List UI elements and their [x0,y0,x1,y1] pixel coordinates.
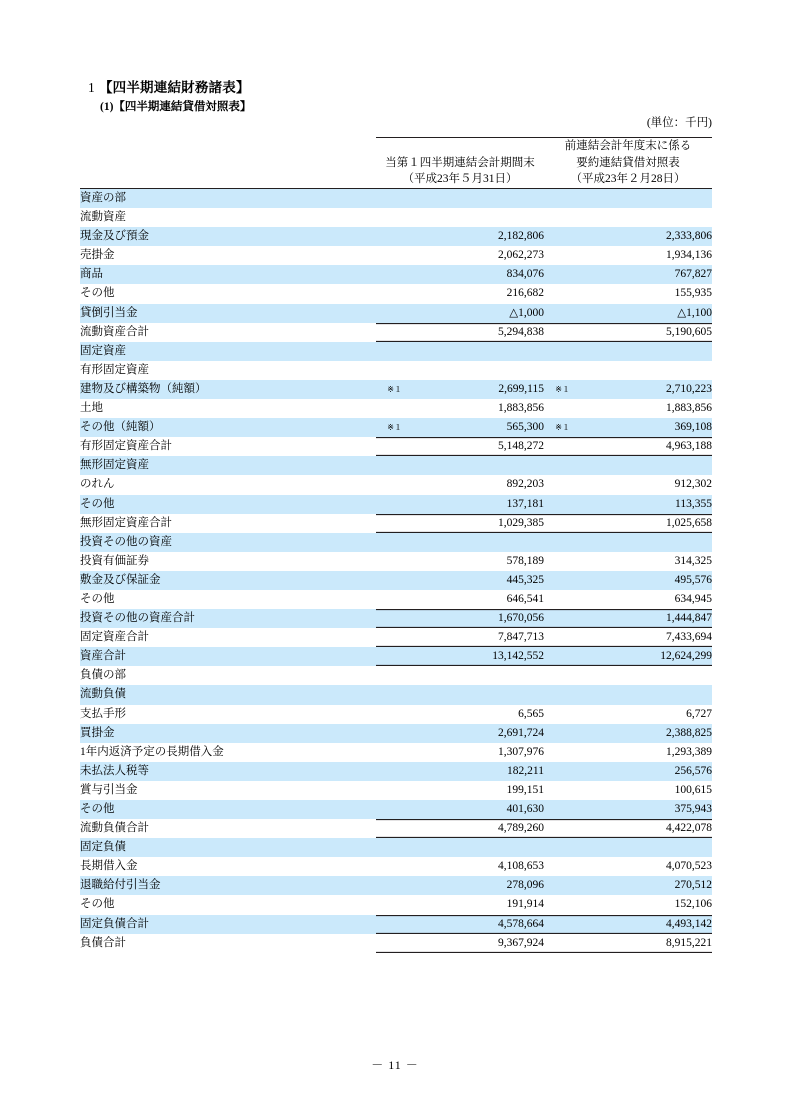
row-value-current: 1,883,856 [498,402,544,415]
unit-note: (単位：千円) [646,117,712,129]
row-value-current: 1,670,056 [402,609,544,628]
row-label: のれん [80,478,115,491]
table-row [80,475,712,494]
table-row [80,227,712,246]
row-value-previous: 1,025,658 [570,514,712,533]
page-headings [88,80,251,114]
row-note-marker-current [376,876,402,895]
table-row [80,895,712,914]
column-header-previous-line1: 前連結会計年度末に係る [564,140,692,152]
row-value-previous: 256,576 [570,762,712,781]
row-value-previous: 4,963,188 [570,437,712,456]
row-note-marker-previous [544,265,570,284]
row-label: 支払手形 [80,707,126,720]
row-value-previous: 2,333,806 [570,227,712,246]
row-value-previous: 314,325 [674,554,712,567]
row-note-marker-current [376,666,402,685]
row-label: 流動資産 [80,211,126,224]
column-header-previous [544,138,712,189]
row-label: 固定負債 [80,838,376,857]
table-row [80,456,712,475]
row-label: その他 [80,800,376,819]
row-value-previous: 1,883,856 [666,402,712,415]
row-value-previous: 8,915,221 [570,934,712,953]
table-row [80,533,712,552]
row-value-current: 1,029,385 [402,514,544,533]
header-label-blank [80,138,376,189]
table-row [80,762,712,781]
row-value-previous: 4,070,523 [666,860,712,873]
row-note-marker-previous [544,819,570,838]
row-value-current: 401,630 [402,800,544,819]
heading-number: 1 [88,80,95,95]
row-label: 無形固定資産合計 [80,516,172,529]
row-note-marker-previous [544,915,570,934]
row-value-current: 2,691,724 [402,724,544,743]
row-note-marker-previous [544,705,570,724]
row-note-marker-current [376,628,402,647]
row-value-current: 278,096 [402,876,544,895]
row-label: 1年内返済予定の長期借入金 [80,745,224,758]
row-value-current: 9,367,924 [402,934,544,953]
table-row [80,437,712,456]
row-value-previous [570,533,712,552]
row-value-previous: 4,493,142 [570,915,712,934]
row-label: その他 [80,898,115,911]
row-value-previous: 7,433,694 [570,628,712,647]
row-label: 現金及び預金 [80,227,376,246]
row-value-previous: 152,106 [674,898,712,911]
row-value-current: 137,181 [402,495,544,514]
table-row [80,552,712,571]
row-value-current: 578,189 [506,554,544,567]
row-note-marker-previous [544,342,570,361]
row-label: 長期借入金 [80,860,138,873]
row-note-marker-current [376,647,402,666]
row-value-current [402,189,544,209]
row-value-current: 5,148,272 [402,437,544,456]
row-label: 負債合計 [80,936,126,949]
row-value-current: 4,578,664 [402,915,544,934]
row-note-marker-current [376,475,402,494]
row-note-marker-previous [544,934,570,953]
row-value-current: 2,699,115 [402,380,544,399]
heading-sub: (1)【四半期連結貸借対照表】 [100,100,252,113]
row-note-marker-previous [544,456,570,475]
row-value-previous [570,685,712,704]
row-note-marker-current [376,895,402,914]
row-value-previous [570,189,712,209]
heading-main [88,80,251,97]
row-note-marker-current [376,743,402,762]
row-note-marker-current [376,437,402,456]
row-label: その他 [80,592,115,605]
row-value-current [402,456,544,475]
row-value-current [402,685,544,704]
table-row [80,800,712,819]
row-value-previous: 5,190,605 [570,323,712,342]
table-row [80,743,712,762]
row-note-marker-current [376,934,402,953]
row-value-previous: 270,512 [570,876,712,895]
heading-main-text: 【四半期連結財務諸表】 [98,80,250,95]
row-note-marker-previous [544,895,570,914]
row-note-marker-current: ※１ [376,418,402,437]
row-note-marker-previous [544,475,570,494]
row-label: 投資その他の資産 [80,533,376,552]
row-value-previous: 495,576 [570,571,712,590]
row-note-marker-current: ※１ [376,380,402,399]
row-value-previous: 4,422,078 [570,819,712,838]
row-value-previous: 100,615 [674,783,712,796]
row-value-previous [570,456,712,475]
row-value-current: 4,789,260 [402,819,544,838]
table-row [80,418,712,437]
row-value-previous: 1,293,389 [666,745,712,758]
table-row [80,705,712,724]
table-row [80,571,712,590]
row-note-marker-current [376,590,402,609]
row-note-marker-current [376,342,402,361]
row-label: 流動資産合計 [80,325,149,338]
table-row [80,361,712,380]
column-header-current [376,138,544,189]
row-value-previous: 375,943 [570,800,712,819]
row-value-current: 1,307,976 [498,745,544,758]
row-label: 有形固定資産合計 [80,440,172,453]
balance-sheet-table [80,137,712,953]
table-row [80,628,712,647]
row-note-marker-previous [544,876,570,895]
row-value-previous: 2,710,223 [570,380,712,399]
row-label: 賞与引当金 [80,783,138,796]
row-note-marker-previous [544,762,570,781]
row-note-marker-previous [544,323,570,342]
row-note-marker-previous [544,685,570,704]
row-value-previous: 1,444,847 [570,609,712,628]
row-label: 未払法人税等 [80,762,376,781]
row-note-marker-previous [544,227,570,246]
row-note-marker-current [376,495,402,514]
row-value-current: 445,325 [402,571,544,590]
table-row [80,265,712,284]
row-label: 買掛金 [80,724,376,743]
table-row [80,819,712,838]
row-note-marker-previous [544,399,570,418]
row-note-marker-current [376,571,402,590]
row-note-marker-previous [544,800,570,819]
row-note-marker-previous [544,781,570,800]
row-note-marker-previous [544,571,570,590]
row-value-current: 191,914 [506,898,544,911]
table-row [80,934,712,953]
row-value-current: 565,300 [402,418,544,437]
row-note-marker-current [376,800,402,819]
row-value-previous: 2,388,825 [570,724,712,743]
row-note-marker-previous [544,552,570,571]
row-value-current: 2,182,806 [402,227,544,246]
table-row [80,284,712,303]
column-header-previous-line2: 要約連結貸借対照表 [576,156,680,169]
row-value-current: 199,151 [506,783,544,796]
row-label: その他 [80,495,376,514]
table-row [80,609,712,628]
row-note-marker-current [376,838,402,857]
row-note-marker-current [376,857,402,876]
row-value-current: 5,294,838 [402,323,544,342]
row-note-marker-current [376,762,402,781]
table-header [80,138,712,189]
row-note-marker-current [376,915,402,934]
row-label: 貸倒引当金 [80,304,376,323]
table-row [80,590,712,609]
row-value-previous: 6,727 [686,707,712,720]
row-label: 固定負債合計 [80,915,376,934]
row-note-marker-current [376,705,402,724]
row-note-marker-current [376,304,402,323]
row-value-previous [570,361,712,380]
table-row [80,685,712,704]
row-label: 敷金及び保証金 [80,571,376,590]
column-header-current-line2: 当第１四半期連結会計期間末 [385,156,535,169]
column-header-current-line3: （平成23年５月31日） [402,173,518,186]
table-row [80,304,712,323]
row-note-marker-current [376,361,402,380]
row-value-current [402,838,544,857]
row-value-current: 6,565 [518,707,544,720]
row-note-marker-current [376,208,402,227]
row-value-current [402,666,544,685]
row-value-previous: 113,355 [570,495,712,514]
row-note-marker-previous [544,514,570,533]
row-label: 固定資産 [80,342,376,361]
row-note-marker-current [376,456,402,475]
row-note-marker-previous [544,361,570,380]
row-note-marker-previous: ※１ [544,418,570,437]
row-value-current [402,208,544,227]
row-value-current: 182,211 [402,762,544,781]
row-value-current: 13,142,552 [402,647,544,666]
row-value-previous: 912,302 [674,478,712,491]
row-note-marker-previous [544,647,570,666]
row-note-marker-current [376,609,402,628]
row-note-marker-current [376,685,402,704]
row-value-previous: 767,827 [570,265,712,284]
table-row [80,514,712,533]
row-note-marker-current [376,189,402,209]
row-value-current: 7,847,713 [402,628,544,647]
row-note-marker-previous [544,533,570,552]
row-value-previous: 1,934,136 [666,249,712,262]
row-note-marker-current [376,265,402,284]
row-label: 商品 [80,265,376,284]
row-value-previous: 155,935 [674,287,712,300]
table-row [80,189,712,209]
row-note-marker-previous [544,609,570,628]
row-note-marker-previous: ※１ [544,380,570,399]
row-value-previous: 369,108 [570,418,712,437]
row-label: 退職給付引当金 [80,876,376,895]
table-row [80,208,712,227]
table-row [80,666,712,685]
table-row [80,915,712,934]
row-note-marker-current [376,533,402,552]
row-note-marker-current [376,246,402,265]
table-row [80,342,712,361]
row-note-marker-current [376,284,402,303]
table-row [80,647,712,666]
row-note-marker-current [376,819,402,838]
row-value-current [402,342,544,361]
table-row [80,838,712,857]
row-value-current: 4,108,653 [498,860,544,873]
row-label: 有形固定資産 [80,363,149,376]
row-value-current: △1,000 [402,304,544,323]
row-note-marker-previous [544,284,570,303]
row-note-marker-current [376,514,402,533]
row-value-previous [570,666,712,685]
row-note-marker-current [376,724,402,743]
row-value-current: 646,541 [506,592,544,605]
row-value-previous: 12,624,299 [570,647,712,666]
row-note-marker-current [376,781,402,800]
row-value-previous [570,342,712,361]
table-row [80,724,712,743]
table-row [80,380,712,399]
row-label: 資産の部 [80,189,376,209]
row-value-current [402,533,544,552]
row-label: 投資有価証券 [80,554,149,567]
row-note-marker-current [376,323,402,342]
row-note-marker-previous [544,495,570,514]
row-label: 流動負債合計 [80,822,149,835]
table-row [80,781,712,800]
row-label: 固定資産合計 [80,631,149,644]
table-row [80,495,712,514]
row-note-marker-previous [544,246,570,265]
row-label: 資産合計 [80,647,376,666]
row-label: 負債の部 [80,669,126,682]
column-header-previous-line3: （平成23年２月28日） [570,173,686,186]
row-value-current [402,361,544,380]
table-row [80,246,712,265]
row-value-current: 216,682 [506,287,544,300]
table-row [80,323,712,342]
page-number: － 11 － [371,1058,419,1072]
row-label: その他（純額） [80,418,376,437]
row-label: 無形固定資産 [80,456,376,475]
row-note-marker-previous [544,666,570,685]
row-note-marker-current [376,552,402,571]
table-row [80,857,712,876]
row-note-marker-previous [544,208,570,227]
row-note-marker-previous [544,838,570,857]
row-label: その他 [80,287,115,300]
row-label: 土地 [80,402,103,415]
row-value-current: 2,062,273 [498,249,544,262]
row-value-current: 834,076 [402,265,544,284]
row-note-marker-current [376,227,402,246]
row-note-marker-previous [544,437,570,456]
row-note-marker-previous [544,743,570,762]
table-body [80,189,712,953]
row-value-current: 892,203 [506,478,544,491]
row-label: 投資その他の資産合計 [80,609,376,628]
row-value-previous [570,208,712,227]
row-note-marker-previous [544,304,570,323]
row-value-previous: △1,100 [570,304,712,323]
row-note-marker-previous [544,590,570,609]
row-value-previous [570,838,712,857]
table-row [80,876,712,895]
table-row [80,399,712,418]
row-note-marker-previous [544,724,570,743]
row-value-previous: 634,945 [674,592,712,605]
row-note-marker-current [376,399,402,418]
row-note-marker-previous [544,189,570,209]
row-label: 売掛金 [80,249,115,262]
row-label: 建物及び構築物（純額） [80,380,376,399]
row-label: 流動負債 [80,685,376,704]
row-note-marker-previous [544,628,570,647]
row-note-marker-previous [544,857,570,876]
